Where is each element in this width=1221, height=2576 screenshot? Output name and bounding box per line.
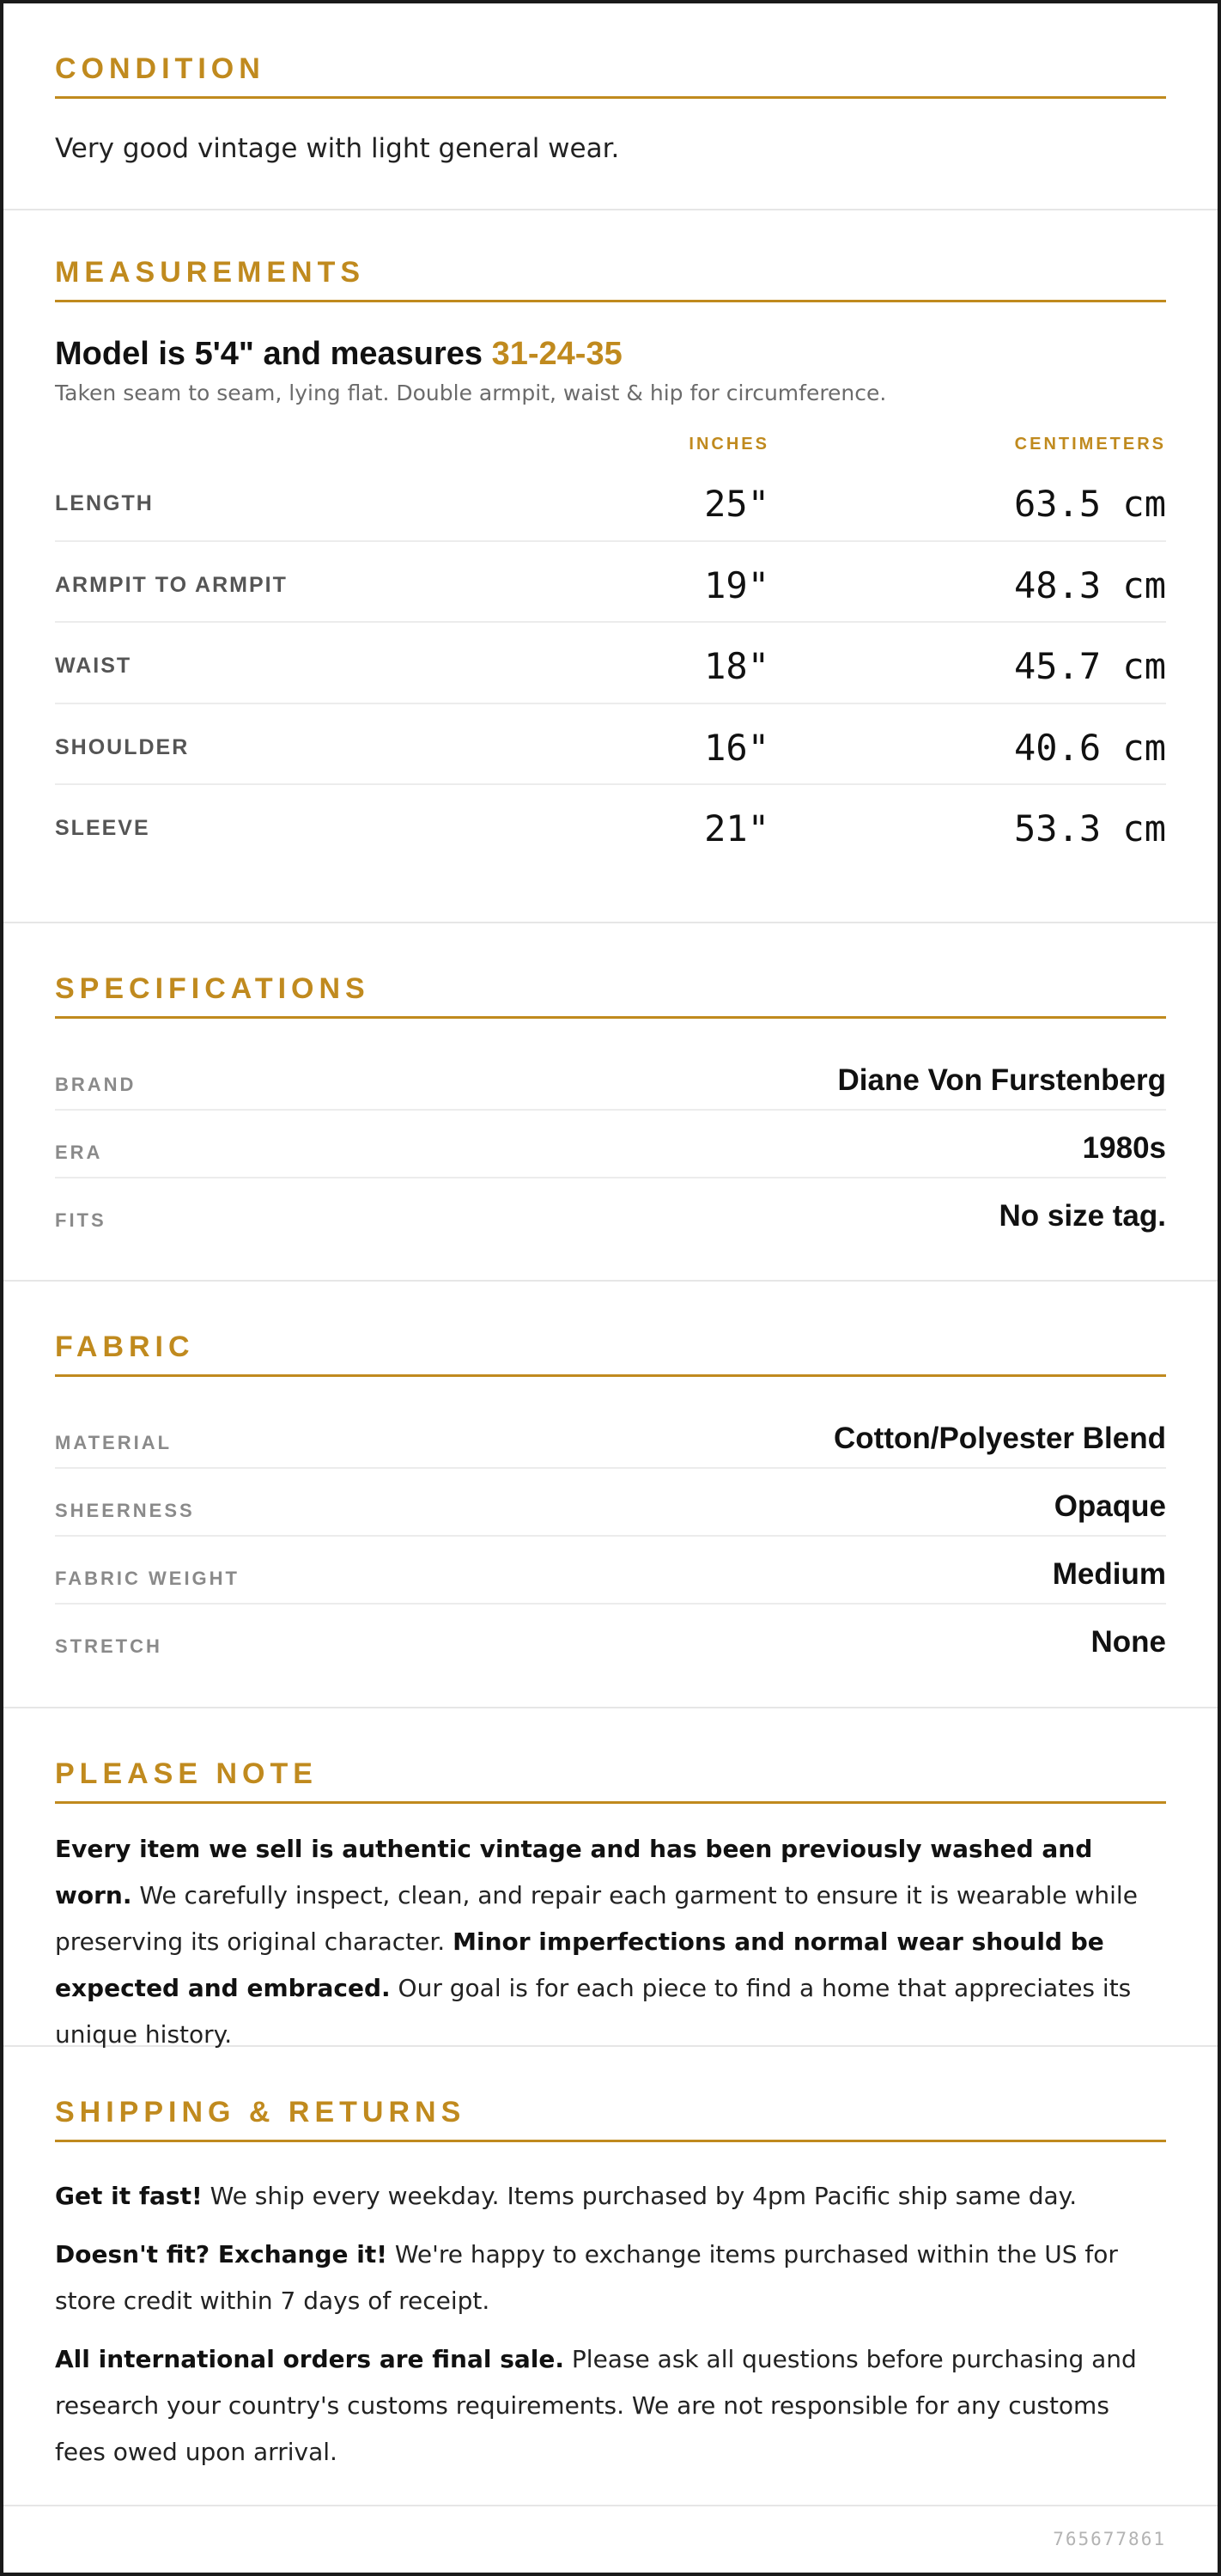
- fabric-row-material: [55, 1401, 1166, 1469]
- note-bold-1: Every item we sell is authentic vintage and has been previously washed and worn.: [55, 1835, 1093, 1909]
- note-text-2: Our goal is for each piece to find a home that appreciates its unique history.: [55, 1974, 1132, 2049]
- measurement-label: ARMPIT TO ARMPIT: [55, 572, 288, 597]
- measurement-row-sleeve: [55, 785, 1166, 867]
- measurement-inches: 21": [704, 807, 769, 850]
- please-note-text: [55, 1826, 1166, 2058]
- measurement-cm: 53.3 cm: [1013, 807, 1166, 850]
- measurement-label: SHOULDER: [55, 734, 190, 759]
- shipping-paragraph-exchange: [55, 2232, 1166, 2324]
- measurement-table-header: [55, 426, 1166, 460]
- note-text-1: We carefully inspect, clean, and repair each garment to ensure it is wearable while preserving its original character.: [55, 1881, 1138, 1956]
- inches-column-header: INCHES: [689, 435, 769, 454]
- shipping-title: SHIPPING & RETURNS: [55, 2095, 1166, 2142]
- measurement-inches: 25": [704, 483, 769, 525]
- shipping-bold: Doesn't fit? Exchange it!: [55, 2240, 387, 2268]
- spec-key: FITS: [55, 1209, 106, 1231]
- measurement-row-armpit: [55, 542, 1166, 624]
- measurement-inches: 19": [704, 563, 769, 606]
- product-id: 765677861: [1053, 2529, 1166, 2549]
- spec-key: BRAND: [55, 1074, 137, 1095]
- measurement-row-length: [55, 460, 1166, 542]
- measurement-inches: 16": [704, 726, 769, 769]
- measurement-cm: 48.3 cm: [1013, 563, 1166, 606]
- measurement-label: LENGTH: [55, 491, 154, 515]
- shipping-text: Please ask all questions before purchasing and research your country's customs requirements. We are not responsible for any customs fees owed upon arrival.: [55, 2345, 1137, 2466]
- measurement-label: WAIST: [55, 654, 132, 678]
- model-prefix: Model is 5'4" and measures: [55, 336, 492, 372]
- spec-value: Diane Von Furstenberg: [837, 1063, 1166, 1097]
- please-note-section: [3, 1708, 1218, 2047]
- fabric-key: STRETCH: [55, 1635, 162, 1657]
- model-size: 31-24-35: [491, 336, 623, 372]
- measurements-section: [3, 210, 1218, 923]
- measurement-row-waist: [55, 623, 1166, 704]
- note-bold-2: Minor imperfections and normal wear should be expected and embraced.: [55, 1927, 1104, 2002]
- spec-value: No size tag.: [999, 1199, 1166, 1233]
- measurement-label: SLEEVE: [55, 816, 150, 840]
- fabric-row-sheerness: [55, 1469, 1166, 1537]
- spec-row-brand: [55, 1043, 1166, 1111]
- measurement-table: [55, 460, 1166, 867]
- fabric-section: [3, 1282, 1218, 1708]
- condition-text: Very good vintage with light general wear.: [55, 133, 620, 164]
- fabric-key: MATERIAL: [55, 1432, 173, 1453]
- shipping-bold: Get it fast!: [55, 2182, 203, 2210]
- spec-row-era: [55, 1111, 1166, 1178]
- please-note-title: PLEASE NOTE: [55, 1757, 1166, 1804]
- fabric-title: FABRIC: [55, 1330, 1166, 1377]
- specifications-section: [3, 923, 1218, 1282]
- measurement-note: Taken seam to seam, lying flat. Double armpit, waist & hip for circumference.: [55, 381, 887, 405]
- measurement-inches: 18": [704, 645, 769, 687]
- fabric-value: Medium: [1052, 1557, 1166, 1591]
- shipping-paragraph-fast: [55, 2173, 1166, 2220]
- specifications-title: SPECIFICATIONS: [55, 971, 1166, 1019]
- measurement-cm: 45.7 cm: [1013, 645, 1166, 687]
- fabric-key: FABRIC WEIGHT: [55, 1568, 240, 1589]
- model-measurements: [55, 335, 1166, 373]
- spec-row-fits: [55, 1178, 1166, 1246]
- fabric-list: [55, 1401, 1166, 1672]
- centimeters-column-header: CENTIMETERS: [1014, 435, 1166, 454]
- fabric-value: Cotton/Polyester Blend: [834, 1422, 1166, 1455]
- fabric-row-weight: [55, 1537, 1166, 1605]
- measurement-cm: 40.6 cm: [1013, 726, 1166, 769]
- specifications-list: [55, 1043, 1166, 1246]
- fabric-value: None: [1090, 1625, 1166, 1659]
- fabric-row-stretch: [55, 1605, 1166, 1672]
- measurements-title: MEASUREMENTS: [55, 255, 1166, 302]
- fabric-value: Opaque: [1054, 1489, 1166, 1523]
- shipping-text: We ship every weekday. Items purchased by 4pm Pacific ship same day.: [202, 2182, 1078, 2210]
- spec-key: ERA: [55, 1142, 103, 1163]
- shipping-bold: All international orders are final sale.: [55, 2345, 565, 2373]
- fabric-key: SHEERNESS: [55, 1500, 195, 1521]
- measurement-row-shoulder: [55, 704, 1166, 786]
- spec-value: 1980s: [1082, 1131, 1166, 1165]
- shipping-returns-section: [3, 2047, 1218, 2506]
- footer: [3, 2506, 1218, 2573]
- condition-section: [3, 3, 1218, 210]
- shipping-paragraph-international: [55, 2336, 1166, 2476]
- measurement-cm: 63.5 cm: [1013, 483, 1166, 525]
- shipping-text: We're happy to exchange items purchased within the US for store credit within 7 days of receipt.: [55, 2240, 1118, 2315]
- condition-title: CONDITION: [55, 52, 1166, 99]
